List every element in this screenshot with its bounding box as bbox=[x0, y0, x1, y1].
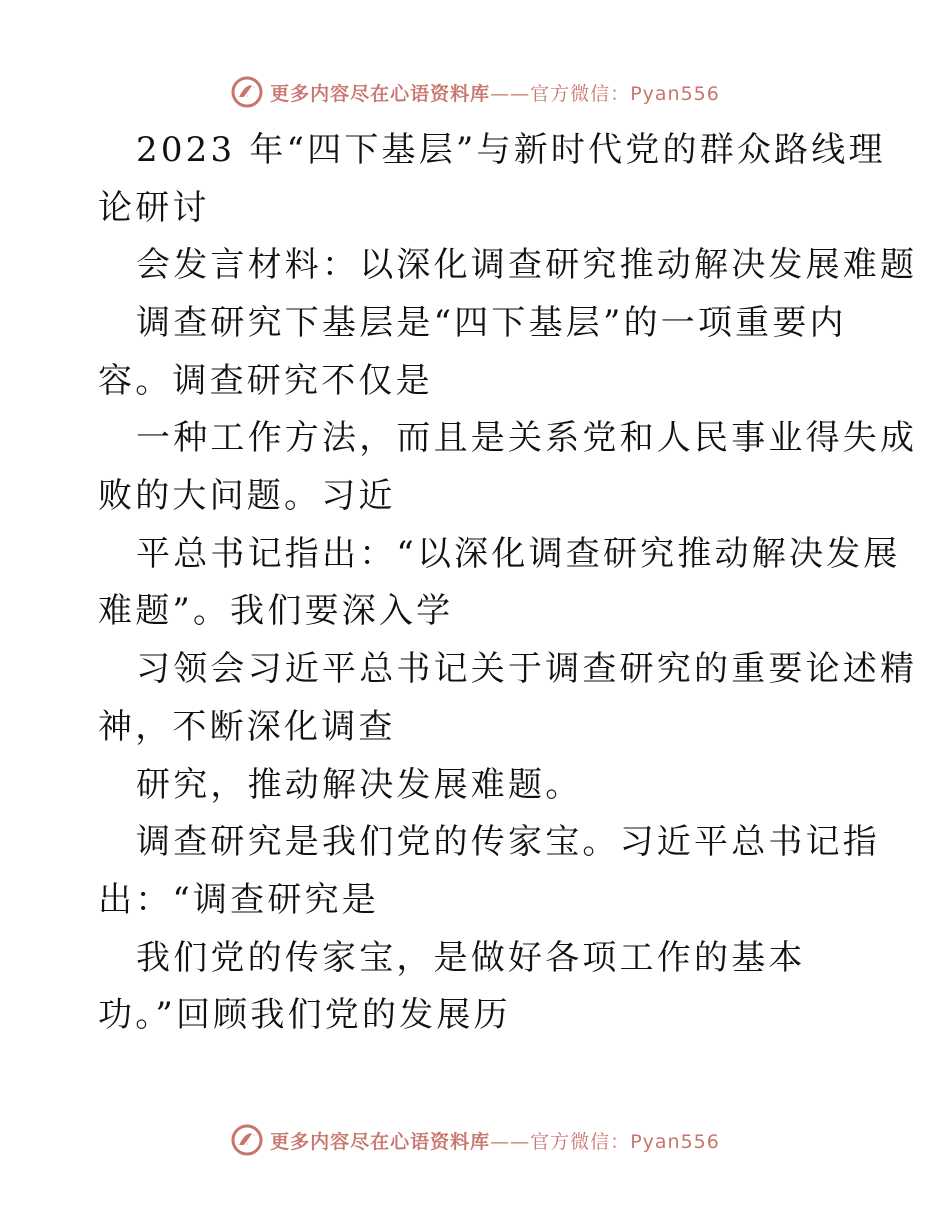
text-line: 平总书记指出：“以深化调查研究推动解决发展 bbox=[136, 534, 901, 574]
watermark-wechat-id: Pyan556 bbox=[630, 1130, 720, 1153]
header-watermark bbox=[0, 72, 950, 112]
watermark-brand: 更多内容尽在心语资料库 bbox=[270, 82, 491, 105]
watermark-wechat-label: 官方微信： bbox=[530, 1130, 631, 1153]
text-line: 研究，推动解决发展难题。 bbox=[136, 765, 583, 805]
watermark-text bbox=[270, 1127, 720, 1154]
text-line: 调查研究下基层是“四下基层”的一项重要内 bbox=[136, 303, 847, 343]
text-line: 论研讨 bbox=[98, 188, 210, 228]
watermark-brand: 更多内容尽在心语资料库 bbox=[270, 1130, 491, 1153]
text-line: 2023 年“四下基层”与新时代党的群众路线理 bbox=[136, 130, 886, 170]
flower-logo-icon bbox=[230, 1123, 264, 1157]
text-line: 会发言材料：以深化调查研究推动解决发展难题 bbox=[136, 245, 918, 285]
flower-logo-icon bbox=[230, 75, 264, 109]
text-line: 难题”。我们要深入学 bbox=[98, 591, 454, 631]
watermark-text bbox=[270, 79, 720, 106]
text-line: 调查研究是我们党的传家宝。习近平总书记指 bbox=[136, 822, 880, 862]
text-line: 一种工作方法，而且是关系党和人民事业得失成 bbox=[136, 418, 918, 458]
watermark-separator: —— bbox=[490, 1130, 531, 1153]
text-line: 神，不断深化调查 bbox=[98, 707, 396, 747]
text-line: 出：“调查研究是 bbox=[98, 880, 379, 920]
text-line: 功。”回顾我们党的发展历 bbox=[98, 995, 511, 1035]
footer-watermark bbox=[0, 1120, 950, 1160]
text-line: 容。调查研究不仅是 bbox=[98, 361, 433, 401]
text-line: 败的大问题。习近 bbox=[98, 476, 396, 516]
text-line: 我们党的传家宝，是做好各项工作的基本 bbox=[136, 938, 806, 978]
watermark-wechat-id: Pyan556 bbox=[630, 82, 720, 105]
text-line: 习领会习近平总书记关于调查研究的重要论述精 bbox=[136, 649, 918, 689]
watermark-separator: —— bbox=[490, 82, 531, 105]
watermark-wechat-label: 官方微信： bbox=[530, 82, 631, 105]
